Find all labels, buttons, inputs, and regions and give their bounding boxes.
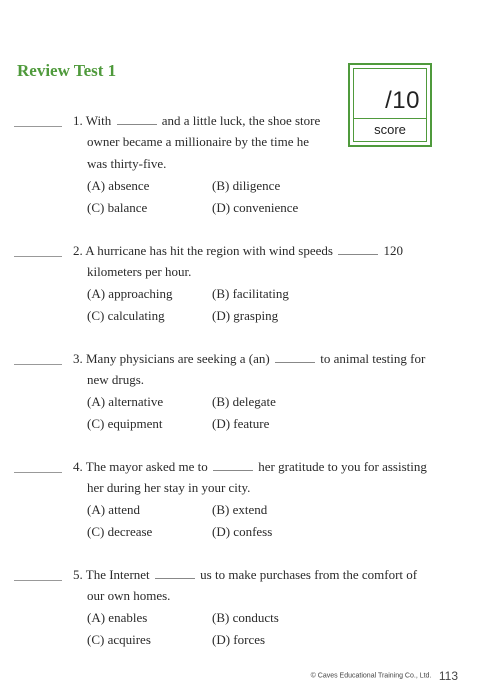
question-text-before-blank: With xyxy=(85,113,112,128)
answer-line[interactable] xyxy=(14,580,62,581)
answer-line[interactable] xyxy=(14,472,62,473)
question-number: 5. xyxy=(73,567,83,582)
blank xyxy=(213,458,253,471)
option-d[interactable]: (D) grasping xyxy=(212,308,279,323)
question-text-line: kilometers per hour. xyxy=(87,264,192,279)
question-text-line xyxy=(73,350,425,367)
question-text-after-blank: to animal testing for xyxy=(320,351,426,366)
page-title: Review Test 1 xyxy=(17,61,117,80)
blank xyxy=(117,112,157,125)
option-c[interactable]: (C) acquires xyxy=(87,632,151,647)
option-a[interactable]: (A) absence xyxy=(87,178,150,193)
option-d[interactable]: (D) confess xyxy=(212,524,273,539)
option-a[interactable]: (A) attend xyxy=(87,502,141,517)
copyright-text: © Caves Educational Training Co., Ltd. xyxy=(310,672,432,680)
option-b[interactable]: (B) facilitating xyxy=(212,286,289,301)
answer-line[interactable] xyxy=(14,364,62,365)
question-text-line: our own homes. xyxy=(87,588,171,603)
question-text-after-blank: and a little luck, the shoe store xyxy=(161,113,321,128)
answer-line[interactable] xyxy=(14,256,62,257)
blank xyxy=(275,350,315,363)
question-text-line xyxy=(73,242,403,259)
page-footer xyxy=(311,667,458,685)
option-a[interactable]: (A) enables xyxy=(87,610,148,625)
question-number: 2. xyxy=(73,243,83,258)
option-a[interactable]: (A) approaching xyxy=(87,286,173,301)
question-text-before-blank: Many physicians are seeking a (an) xyxy=(86,351,270,366)
question-text-line: new drugs. xyxy=(87,372,145,387)
question-text-line xyxy=(73,458,427,475)
question-text-after-blank: her gratitude to you for assisting xyxy=(258,459,427,474)
question-text-before-blank: The mayor asked me to xyxy=(85,459,208,474)
question-text-line: owner became a millionaire by the time he xyxy=(87,134,309,149)
option-c[interactable]: (C) calculating xyxy=(87,308,165,323)
blank xyxy=(338,242,378,255)
question-number: 4. xyxy=(73,459,83,474)
option-b[interactable]: (B) conducts xyxy=(212,610,279,625)
question-text-line xyxy=(73,566,417,583)
option-b[interactable]: (B) diligence xyxy=(212,178,281,193)
question-text-line: was thirty-five. xyxy=(87,156,167,171)
question-text-after-blank: 120 xyxy=(383,243,403,258)
option-c[interactable]: (C) decrease xyxy=(87,524,153,539)
option-d[interactable]: (D) feature xyxy=(212,416,270,431)
question-text-line: her during her stay in your city. xyxy=(87,480,251,495)
score-box xyxy=(348,63,432,147)
option-c[interactable]: (C) balance xyxy=(87,200,148,215)
option-c[interactable]: (C) equipment xyxy=(87,416,163,431)
score-value: /10 xyxy=(385,87,420,114)
blank xyxy=(155,566,195,579)
question-text-line xyxy=(73,112,320,129)
page-number: 113 xyxy=(438,668,458,683)
answer-line[interactable] xyxy=(14,126,62,127)
score-label: score xyxy=(354,118,426,141)
question-text-before-blank: A hurricane has hit the region with wind speeds xyxy=(85,243,333,258)
option-b[interactable]: (B) extend xyxy=(212,502,268,517)
question-text-after-blank: us to make purchases from the comfort of xyxy=(200,567,418,582)
option-d[interactable]: (D) forces xyxy=(212,632,266,647)
question-number: 1. xyxy=(73,113,83,128)
question-text-before-blank: The Internet xyxy=(85,567,150,582)
option-a[interactable]: (A) alternative xyxy=(87,394,164,409)
option-d[interactable]: (D) convenience xyxy=(212,200,299,215)
question-number: 3. xyxy=(73,351,83,366)
score-box-inner xyxy=(353,68,427,142)
option-b[interactable]: (B) delegate xyxy=(212,394,276,409)
